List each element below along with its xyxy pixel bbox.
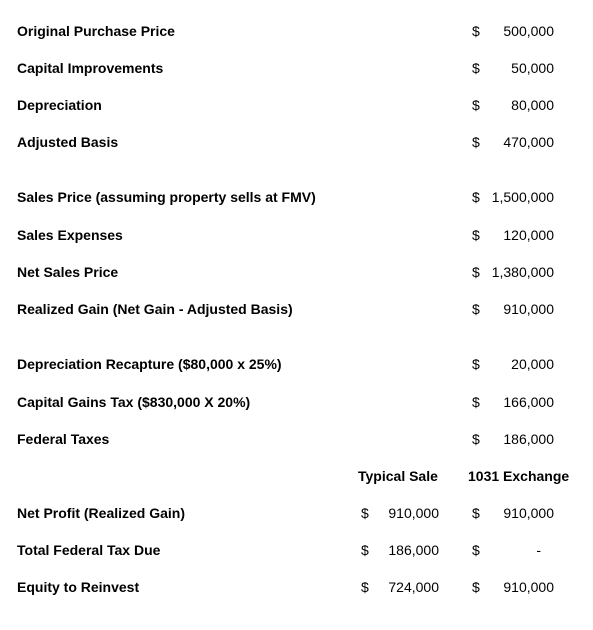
row-net-profit	[0, 502, 593, 524]
currency-symbol: $	[472, 356, 480, 372]
row-amount: 50,000	[511, 60, 554, 76]
currency-symbol: $	[472, 301, 480, 317]
row-capital-gains-tax	[0, 391, 593, 413]
row-label: Realized Gain (Net Gain - Adjusted Basis)	[17, 301, 293, 317]
typical-sale-amount: 186,000	[388, 542, 439, 558]
row-amount: 910,000	[503, 301, 554, 317]
currency-symbol: $	[472, 505, 480, 521]
currency-symbol: $	[472, 189, 480, 205]
row-federal-taxes	[0, 428, 593, 450]
exchange-amount: 910,000	[503, 505, 554, 521]
row-label: Federal Taxes	[17, 431, 110, 447]
currency-symbol: $	[472, 542, 480, 558]
row-label: Depreciation	[17, 97, 102, 113]
row-capital-improvements	[0, 57, 593, 79]
column-header-1031-exchange: 1031 Exchange	[468, 468, 570, 484]
row-depreciation-recapture	[0, 353, 593, 375]
row-sales-expenses	[0, 224, 593, 246]
currency-symbol: $	[472, 97, 480, 113]
row-amount: 500,000	[503, 23, 554, 39]
row-amount: 120,000	[503, 227, 554, 243]
currency-symbol: $	[361, 542, 369, 558]
row-label: Total Federal Tax Due	[17, 542, 161, 558]
row-original-purchase-price	[0, 20, 593, 42]
row-depreciation	[0, 94, 593, 116]
row-label: Sales Expenses	[17, 227, 123, 243]
currency-symbol: $	[361, 505, 369, 521]
row-label: Depreciation Recapture ($80,000 x 25%)	[17, 356, 282, 372]
row-realized-gain	[0, 298, 593, 320]
row-amount: 20,000	[511, 356, 554, 372]
currency-symbol: $	[472, 394, 480, 410]
row-total-federal-tax-due	[0, 539, 593, 561]
row-label: Sales Price (assuming property sells at FMV)	[17, 189, 316, 205]
currency-symbol: $	[472, 264, 480, 280]
row-amount: 1,500,000	[491, 189, 554, 205]
currency-symbol: $	[472, 60, 480, 76]
currency-symbol: $	[472, 23, 480, 39]
row-amount: 186,000	[503, 431, 554, 447]
row-label: Net Profit (Realized Gain)	[17, 505, 186, 521]
row-label: Capital Improvements	[17, 60, 164, 76]
currency-symbol: $	[472, 431, 480, 447]
currency-symbol: $	[472, 227, 480, 243]
exchange-amount: 910,000	[503, 579, 554, 595]
row-amount: 1,380,000	[491, 264, 554, 280]
currency-symbol: $	[472, 579, 480, 595]
column-header-typical-sale: Typical Sale	[358, 468, 438, 484]
row-label: Net Sales Price	[17, 264, 119, 280]
currency-symbol: $	[361, 579, 369, 595]
row-sales-price	[0, 186, 593, 208]
row-amount: 80,000	[511, 97, 554, 113]
row-equity-to-reinvest	[0, 576, 593, 598]
row-label: Original Purchase Price	[17, 23, 175, 39]
exchange-amount: -	[536, 542, 541, 558]
currency-symbol: $	[472, 134, 480, 150]
row-net-sales-price	[0, 261, 593, 283]
row-amount: 166,000	[503, 394, 554, 410]
typical-sale-amount: 724,000	[388, 579, 439, 595]
row-label: Adjusted Basis	[17, 134, 119, 150]
row-label: Equity to Reinvest	[17, 579, 140, 595]
row-label: Capital Gains Tax ($830,000 X 20%)	[17, 394, 251, 410]
row-adjusted-basis	[0, 131, 593, 153]
typical-sale-amount: 910,000	[388, 505, 439, 521]
row-amount: 470,000	[503, 134, 554, 150]
